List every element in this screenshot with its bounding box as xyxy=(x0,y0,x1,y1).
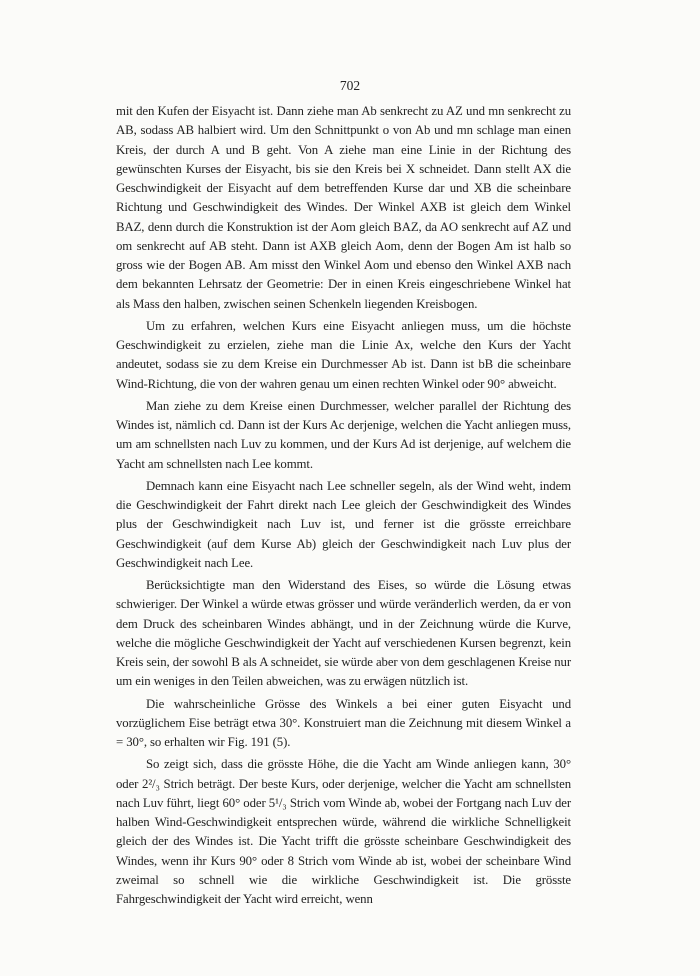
paragraph-2: Um zu erfahren, welchen Kurs eine Eisyacht anliegen muss, um die höchste Geschwindigkeit zu erzielen, ziehe man die Linie Ax, welche den Kurs der Yacht andeutet, sodass sie zu dem Kreise ein Durchmesser Ab ist. Dann ist bB die scheinbare Wind-Richtung, die von der wahren genau um einen rechten Winkel oder 90° abweicht. xyxy=(116,318,571,391)
paragraph-1: mit den Kufen der Eisyacht ist. Dann ziehe man Ab senkrecht zu AZ und mn senkrecht zu AB, sodass AB halbiert wird. Um den Schnittpunkt o von Ab und mn schlage man einen Kreis, der durch A und B geht. Von A ziehe man eine Linie in der Richtung des gewünschten Kurses der Eisyacht, bis sie den Kreis bei X schneidet. Dann stellt AX die Geschwindigkeit der Eisyacht auf dem betreffenden Kurse dar und XB die scheinbare Richtung und Geschwindigkeit des Windes. Der Winkel AXB ist gleich dem Winkel BAZ, denn durch die Konstruktion ist der Aom gleich BAZ, da AO senkrecht auf AZ und om senkrecht auf AB steht. Dann ist AXB gleich Aom, denn der Bogen Am ist halb so gross wie der Bogen AB. Am misst den Winkel Aom und ebenso den Winkel AXB nach dem bekannten Lehrsatz der Geometrie: Der in einen Kreis eingeschriebene Winkel hat als Mass den halben, zwischen seinen Schenkeln liegenden Kreisbogen. xyxy=(116,104,571,311)
paragraph-4: Demnach kann eine Eisyacht nach Lee schneller segeln, als der Wind weht, indem die Geschwindigkeit der Fahrt direkt nach Lee gleich der Geschwindigkeit des Windes plus der Geschwindigkeit nach Luv ist, und ferner ist die grösste erreichbare Geschwindigkeit (auf dem Kurse Ab) gleich der Geschwindigkeit nach Luv plus der Geschwindigkeit nach Lee. xyxy=(116,478,571,570)
paragraph-6: Die wahrscheinliche Grösse des Winkels a bei einer guten Eisyacht und vorzüglichem Eise beträgt etwa 30°. Konstruiert man die Zeichnung mit diesem Winkel a = 30°, so erhalten wir Fig. 191 (5). xyxy=(116,696,571,749)
body-text xyxy=(116,102,571,909)
paragraph-7: So zeigt sich, dass die grösste Höhe, die die Yacht am Winde anliegen kann, 30° oder 2²/₃ Strich beträgt. Der beste Kurs, oder derjenige, welcher die Yacht am schnellsten nach Luv führt, liegt 60° oder 5¹/₃ Strich vom Winde ab, wobei der Fortgang nach Luv der halben Wind-Geschwindigkeit entsprechen würde, während die wirkliche Schnelligkeit gleich der des Windes ist. Die Yacht trifft die grösste scheinbare Geschwindigkeit des Windes, wenn ihr Kurs 90° oder 8 Strich vom Winde ab ist, wobei der scheinbare Wind zweimal so schnell wie die wirkliche Geschwindigkeit ist. Die grösste Fahrgeschwindigkeit der Yacht wird erreicht, wenn xyxy=(116,757,571,906)
paragraph-5: Berücksichtigte man den Widerstand des Eises, so würde die Lösung etwas schwieriger. Der Winkel a würde etwas grösser und würde veränderlich werden, da er von dem Druck des scheinbaren Windes abhängt, und in der Zeichnung würde die Kurve, welche die mögliche Geschwindigkeit der Yacht auf verschiedenen Kursen begrenzt, kein Kreis sein, der sowohl B als A schneidet, sie würde aber von dem geschlagenen Kreise nur um ein weniges in den Teilen abweichen, was zu erwägen nützlich ist. xyxy=(116,578,571,689)
paragraph-3: Man ziehe zu dem Kreise einen Durchmesser, welcher parallel der Richtung des Windes ist, nämlich cd. Dann ist der Kurs Ac derjenige, welchen die Yacht anliegen muss, um am schnellsten nach Luv zu kommen, und der Kurs Ad ist derjenige, auf welchem die Yacht am schnellsten nach Lee kommt. xyxy=(116,398,571,471)
page-number: 702 xyxy=(339,78,361,93)
